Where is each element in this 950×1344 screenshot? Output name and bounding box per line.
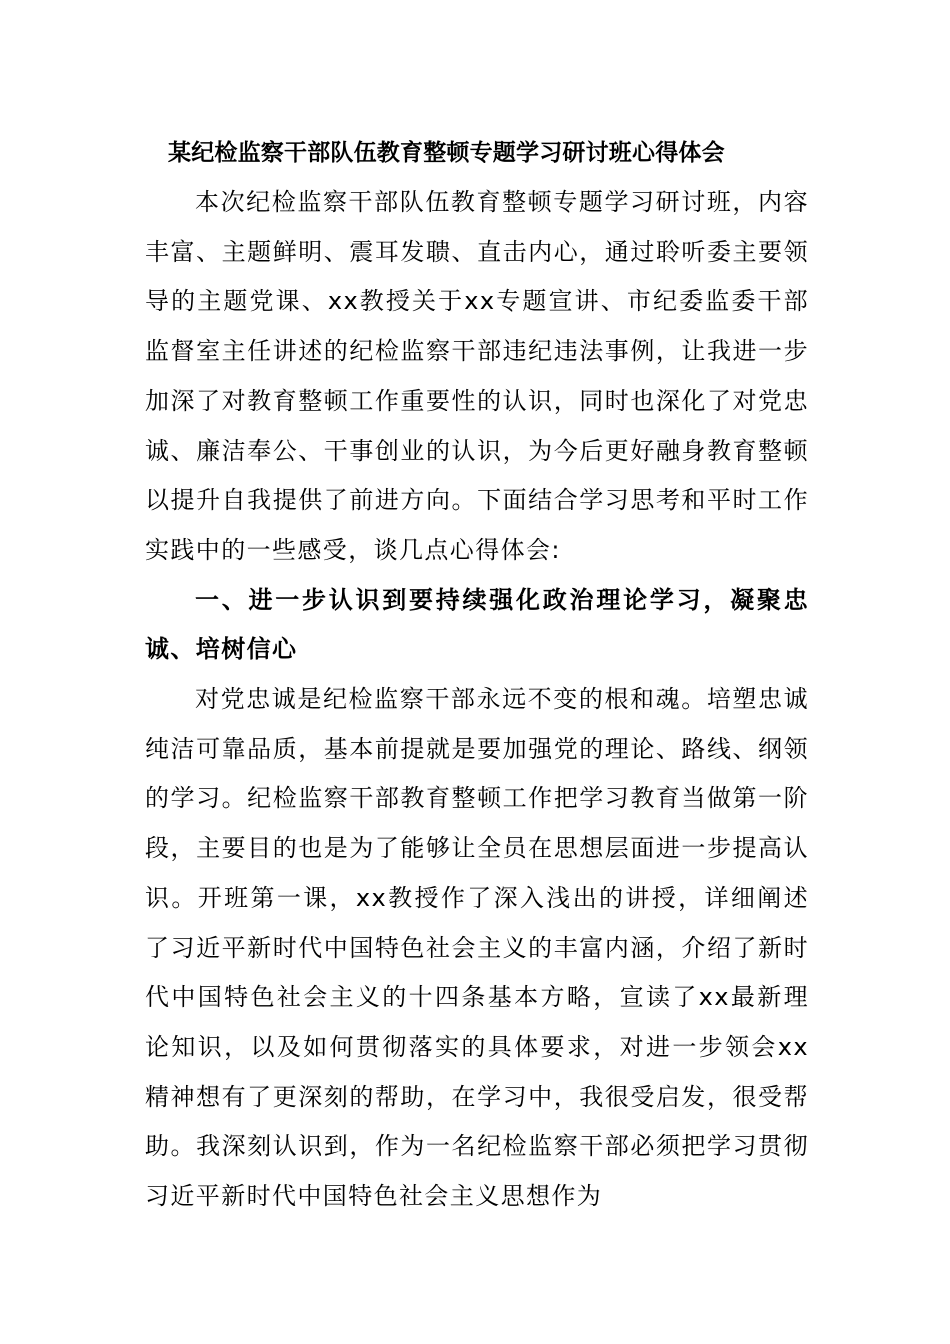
document-title: 某纪检监察干部队伍教育整顿专题学习研讨班心得体会	[168, 140, 725, 166]
intro-paragraph: 本次纪检监察干部队伍教育整顿专题学习研讨班，内容丰富、主题鲜明、震耳发聩、直击内心，通过聆听委主要领导的主题党课、xx教授关于xx专题宣讲、市纪委监委干部监督室主任讲述的纪检监察干部违纪违法事例，让我进一步加深了对教育整顿工作重要性的认识，同时也深化了对党忠诚、廉洁奉公、干事创业的认识，为今后更好融身教育整顿以提升自我提供了前进方向。下面结合学习思考和平时工作实践中的一些感受，谈几点心得体会:	[145, 188, 809, 564]
document-body	[145, 128, 809, 1222]
section-heading-1: 一、进一步认识到要持续强化政治理论学习，凝聚忠诚、培树信心	[145, 585, 809, 664]
section-paragraph-1: 对党忠诚是纪检监察干部永远不变的根和魂。培塑忠诚纯洁可靠品质，基本前提就是要加强党的理论、路线、纲领的学习。纪检监察干部教育整顿工作把学习教育当做第一阶段，主要目的也是为了能够让全员在思想层面进一步提高认识。开班第一课，xx教授作了深入浅出的讲授，详细阐述了习近平新时代中国特色社会主义的丰富内涵，介绍了新时代中国特色社会主义的十四条基本方略，宣读了xx最新理论知识，以及如何贯彻落实的具体要求，对进一步领会xx精神想有了更深刻的帮助，在学习中，我很受启发，很受帮助。我深刻认识到，作为一名纪检监察干部必须把学习贯彻习近平新时代中国特色社会主义思想作为	[145, 685, 809, 1211]
